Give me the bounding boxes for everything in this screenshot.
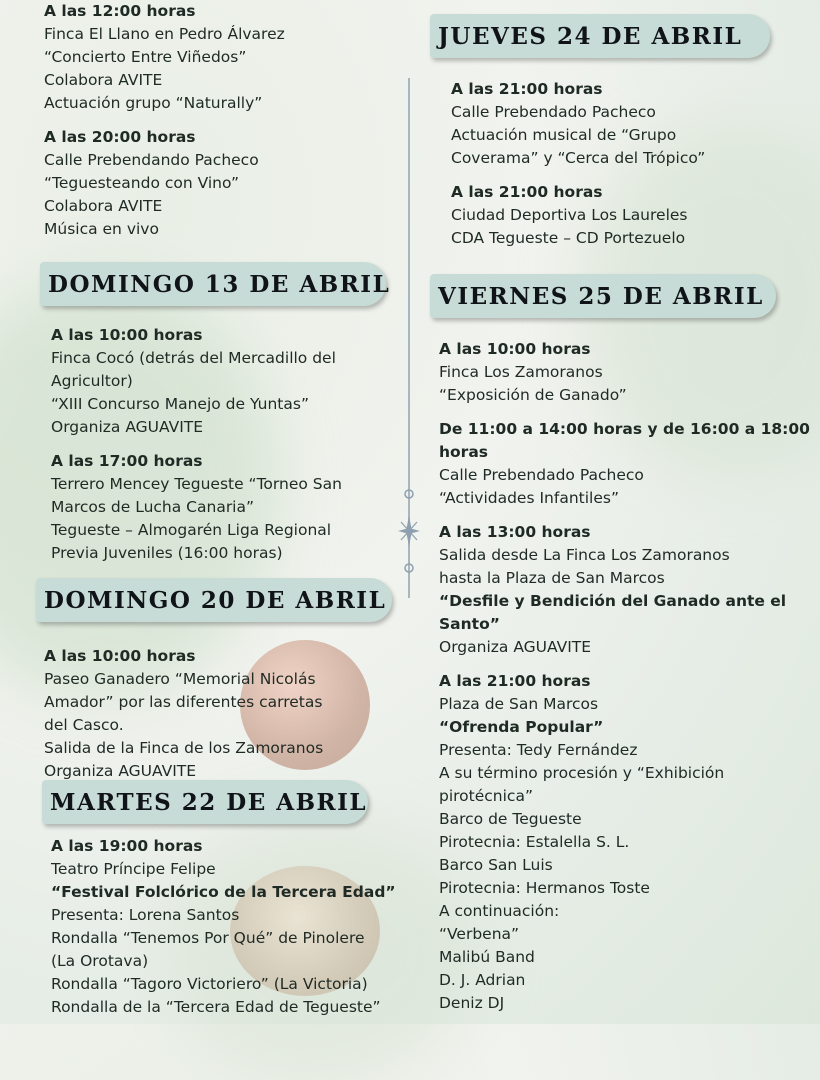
day-title: MARTES 22 DE ABRIL <box>50 788 368 816</box>
event-detail: Deniz DJ <box>439 994 505 1012</box>
event-detail: Calle Prebendado Pacheco <box>439 466 644 484</box>
day-title: VIERNES 25 DE ABRIL <box>438 282 764 310</box>
event-detail: Presenta: Tedy Fernández <box>439 741 638 759</box>
day-title: DOMINGO 20 DE ABRIL <box>44 586 387 614</box>
event-detail: Tegueste – Almogarén Liga Regional <box>51 521 332 539</box>
day-title: JUEVES 24 DE ABRIL <box>438 22 743 50</box>
event-detail: Marcos de Lucha Canaria” <box>51 498 255 516</box>
event-detail: Música en vivo <box>44 220 159 238</box>
event-detail: “Actividades Infantiles” <box>439 489 619 507</box>
day-banner-martes-22 <box>42 780 368 824</box>
event-heading: “Desfile y Bendición del Ganado ante el <box>439 592 787 610</box>
event-detail: Ciudad Deportiva Los Laureles <box>451 206 688 224</box>
event-heading: A las 10:00 horas <box>51 326 203 344</box>
event-detail: hasta la Plaza de San Marcos <box>439 569 665 587</box>
event-detail: Calle Prebendando Pacheco <box>44 151 259 169</box>
event-detail: A continuación: <box>439 902 560 920</box>
event-detail: Organiza AGUAVITE <box>439 638 592 656</box>
spacer <box>439 407 810 418</box>
event-heading: A las 21:00 horas <box>451 183 603 201</box>
schedule-block-martes-22 <box>51 835 396 1019</box>
schedule-block-viernes-25 <box>439 338 810 1015</box>
event-detail: Barco San Luis <box>439 856 553 874</box>
event-detail: Organiza AGUAVITE <box>51 418 204 436</box>
event-detail: Rondalla de la “Tercera Edad de Tegueste” <box>51 998 381 1016</box>
event-heading: A las 19:00 horas <box>51 837 203 855</box>
event-detail: D. J. Adrian <box>439 971 526 989</box>
day-title: DOMINGO 13 DE ABRIL <box>48 270 391 298</box>
event-detail: Plaza de San Marcos <box>439 695 599 713</box>
spacer <box>451 170 705 181</box>
event-detail: Finca Cocó (detrás del Mercadillo del <box>51 349 336 367</box>
event-detail: “Teguesteando con Vino” <box>44 174 239 192</box>
schedule-block-left-top <box>44 0 285 241</box>
event-heading: A las 12:00 horas <box>44 2 196 20</box>
day-banner-domingo-13 <box>40 262 391 306</box>
spacer <box>44 115 285 126</box>
event-heading: horas <box>439 443 489 461</box>
event-detail: Finca El Llano en Pedro Álvarez <box>44 25 285 43</box>
event-heading: De 11:00 a 14:00 horas y de 16:00 a 18:00 <box>439 420 810 438</box>
event-heading: “Festival Folclórico de la Tercera Edad” <box>51 883 396 901</box>
day-banner-domingo-20 <box>36 578 392 622</box>
event-detail: pirotécnica” <box>439 787 533 805</box>
event-detail: Rondalla “Tagoro Victoriero” (La Victoria) <box>51 975 368 993</box>
event-detail: Salida de la Finca de los Zamoranos <box>44 739 324 757</box>
spacer <box>439 659 810 670</box>
event-detail: CDA Tegueste – CD Portezuelo <box>451 229 686 247</box>
event-heading: A las 13:00 horas <box>439 523 591 541</box>
event-detail: Pirotecnia: Estalella S. L. <box>439 833 630 851</box>
event-detail: “Exposición de Ganado” <box>439 386 627 404</box>
event-detail: Pirotecnia: Hermanos Toste <box>439 879 650 897</box>
event-detail: Barco de Tegueste <box>439 810 582 828</box>
spacer <box>439 510 810 521</box>
event-detail: Amador” por las diferentes carretas <box>44 693 323 711</box>
day-banner-jueves-24 <box>430 14 770 58</box>
event-detail: Paseo Ganadero “Memorial Nicolás <box>44 670 316 688</box>
schedule-block-domingo-13 <box>51 324 342 565</box>
event-heading: A las 21:00 horas <box>439 672 591 690</box>
event-detail: Malibú Band <box>439 948 535 966</box>
event-detail: A su término procesión y “Exhibición <box>439 764 725 782</box>
event-detail: Agricultor) <box>51 372 133 390</box>
event-detail: Organiza AGUAVITE <box>44 762 197 780</box>
event-detail: (La Orotava) <box>51 952 149 970</box>
event-detail: Salida desde La Finca Los Zamoranos <box>439 546 730 564</box>
spacer <box>51 439 342 450</box>
event-detail: Colabora AVITE <box>44 71 163 89</box>
event-detail: Calle Prebendado Pacheco <box>451 103 656 121</box>
event-detail: Coverama” y “Cerca del Trópico” <box>451 149 706 167</box>
event-heading: A las 21:00 horas <box>451 80 603 98</box>
event-detail: Terrero Mencey Tegueste “Torneo San <box>51 475 342 493</box>
schedule-block-jueves-24 <box>451 78 705 250</box>
event-detail: Rondalla “Tenemos Por Qué” de Pinolere <box>51 929 365 947</box>
schedule-block-domingo-20 <box>44 645 323 783</box>
event-detail: Actuación musical de “Grupo <box>451 126 677 144</box>
ornament-icon <box>396 486 422 576</box>
event-heading: A las 10:00 horas <box>44 647 196 665</box>
event-detail: Colabora AVITE <box>44 197 163 215</box>
event-detail: Presenta: Lorena Santos <box>51 906 240 924</box>
event-heading: Santo” <box>439 615 500 633</box>
event-detail: Teatro Príncipe Felipe <box>51 860 216 878</box>
event-detail: Actuación grupo “Naturally” <box>44 94 263 112</box>
event-detail: del Casco. <box>44 716 124 734</box>
event-detail: Previa Juveniles (16:00 horas) <box>51 544 283 562</box>
event-heading: A las 10:00 horas <box>439 340 591 358</box>
event-detail: “Concierto Entre Viñedos” <box>44 48 247 66</box>
event-detail: “XIII Concurso Manejo de Yuntas” <box>51 395 309 413</box>
event-heading: A las 20:00 horas <box>44 128 196 146</box>
event-detail: Finca Los Zamoranos <box>439 363 603 381</box>
day-banner-viernes-25 <box>430 274 776 318</box>
event-detail: “Verbena” <box>439 925 520 943</box>
event-heading: “Ofrenda Popular” <box>439 718 604 736</box>
event-heading: A las 17:00 horas <box>51 452 203 470</box>
